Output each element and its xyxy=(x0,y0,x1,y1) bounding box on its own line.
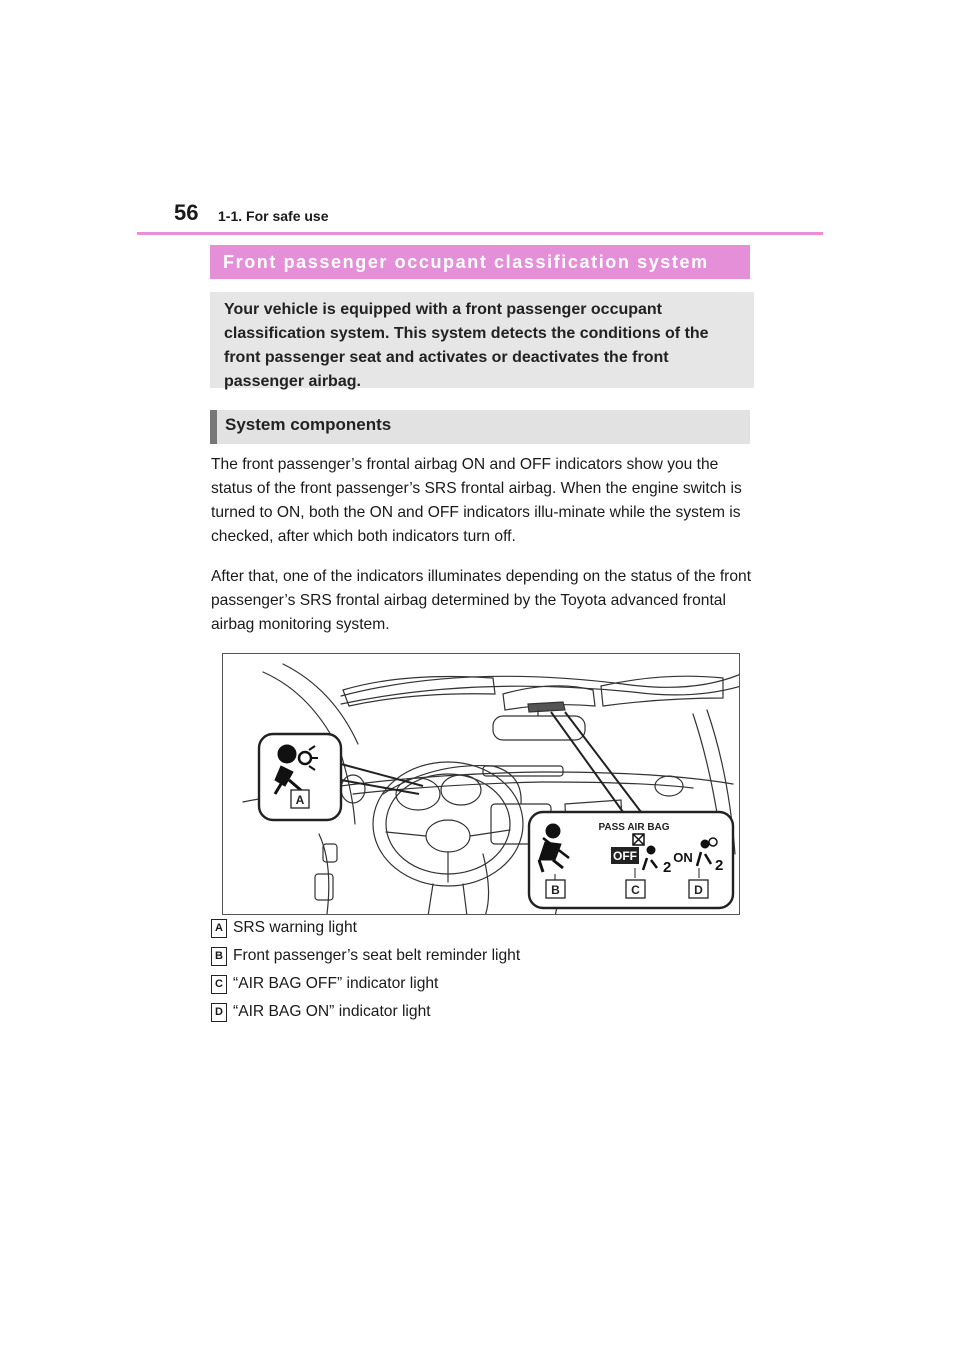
legend-item-a xyxy=(211,918,357,938)
body-paragraph-2: After that, one of the indicators illuminates depending on the status of the front passenger’s SRS frontal airbag determined by the Toyota advanced frontal airbag monitoring system. xyxy=(211,568,752,633)
legend-tag: A xyxy=(211,919,227,938)
callout-c-label: C xyxy=(631,883,640,897)
legend-item-b xyxy=(211,946,520,966)
section-label: 1-1. For safe use xyxy=(218,208,329,224)
subsection-title: System components xyxy=(210,410,750,444)
pass-air-bag-label: PASS AIR BAG xyxy=(598,822,670,833)
off-seat-number: 2 xyxy=(663,859,672,876)
page-number: 56 xyxy=(174,200,199,225)
legend-item-d xyxy=(211,1002,431,1022)
intro-summary-box: Your vehicle is equipped with a front passenger occupant classification system. This system detects the conditions of the front passenger seat and activates or deactivates the front passenger airbag. xyxy=(210,292,754,388)
section-banner-title: Front passenger occupant classification system xyxy=(210,245,750,279)
body-paragraph-1: The front passenger’s frontal airbag ON and OFF indicators show you the status of the front passenger’s SRS frontal airbag. When the engine switch is turned to ON, both the ON and OFF indicators illu-minate while the system is checked, after which both indicators turn off. xyxy=(211,456,742,545)
callout-a-label: A xyxy=(295,793,305,807)
off-indicator-text: OFF xyxy=(613,849,637,863)
legend-item-c xyxy=(211,974,438,994)
legend-tag: B xyxy=(211,947,227,966)
legend-tag: C xyxy=(211,975,227,994)
on-seat-number: 2 xyxy=(715,857,724,874)
on-indicator-text: ON xyxy=(673,850,693,865)
callout-d-label: D xyxy=(694,883,703,897)
legend-tag: D xyxy=(211,1003,227,1022)
legend-text: SRS warning light xyxy=(233,919,357,936)
callout-b-label: B xyxy=(551,883,560,897)
legend-text: “AIR BAG ON” indicator light xyxy=(233,1003,431,1020)
dashboard-illustration xyxy=(222,653,740,915)
legend-text: “AIR BAG OFF” indicator light xyxy=(233,975,439,992)
header-rule xyxy=(137,232,823,235)
legend-text: Front passenger’s seat belt reminder light xyxy=(233,947,521,964)
